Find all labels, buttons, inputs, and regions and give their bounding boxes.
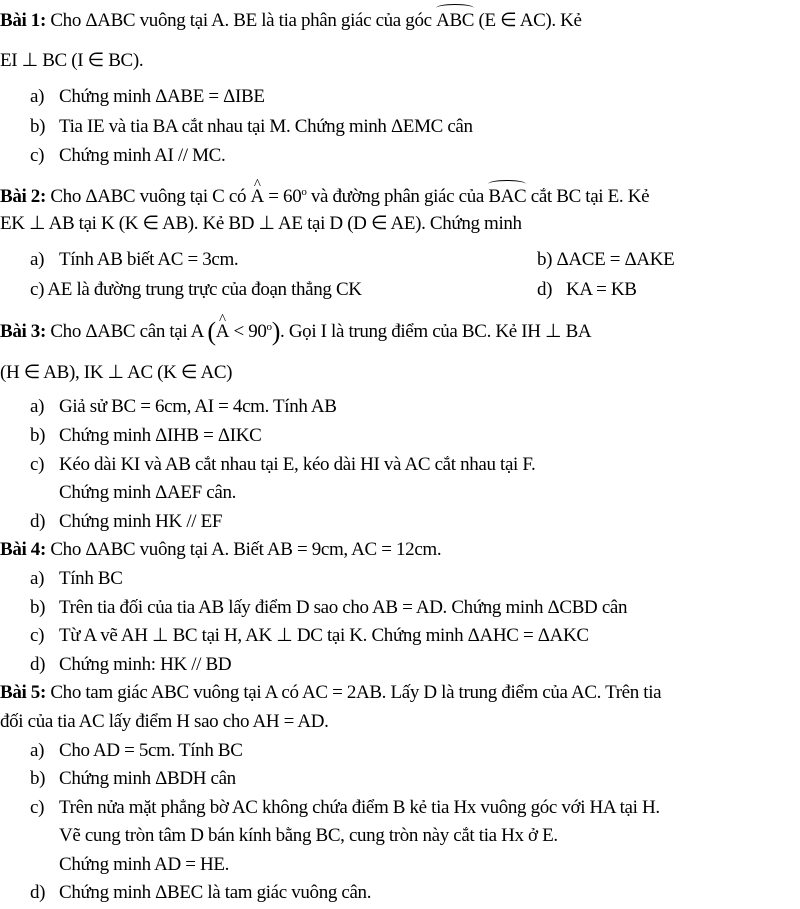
problem-2-text-end: cắt BC tại E. Kẻ bbox=[526, 186, 650, 207]
item-text: Cho AD = 5cm. Tính BC bbox=[59, 740, 243, 761]
item-label: b) bbox=[30, 116, 46, 137]
item-label: c) bbox=[30, 625, 45, 646]
item-text: Tính BC bbox=[59, 568, 123, 589]
angle-condition: < 90 bbox=[229, 321, 267, 342]
problem-3-label: Bài 3: bbox=[0, 321, 46, 342]
item-text: Từ A vẽ AH ⊥ BC tại H, AK ⊥ DC tại K. Chứng minh ΔAHC = ΔAKC bbox=[59, 625, 589, 646]
item-label: a) bbox=[30, 568, 45, 589]
problem-5-statement-line-2: đối của tia AC lấy điểm H sao cho AH = AD. bbox=[0, 711, 329, 732]
problem-5-statement-line-1 bbox=[0, 682, 661, 704]
item-label: d) bbox=[30, 654, 46, 675]
item-text: Chứng minh ΔABE = ΔIBE bbox=[59, 86, 265, 107]
problem-5-label: Bài 5: bbox=[0, 682, 46, 703]
angle-bac: BAC bbox=[488, 186, 527, 207]
item-label: b) bbox=[30, 597, 46, 618]
item-label: c) bbox=[30, 454, 45, 475]
item-text: Chứng minh HK // EF bbox=[59, 511, 223, 532]
problem-4-text: Cho ΔABC vuông tại A. Biết AB = 9cm, AC = 12cm. bbox=[50, 539, 442, 560]
problem-2-statement-line-2: EK ⊥ AB tại K (K ∈ AB). Kẻ BD ⊥ AE tại D (D ∈ AE). Chứng minh bbox=[0, 213, 522, 234]
item-text: ΔACE = ΔAKE bbox=[556, 249, 675, 270]
problem-2-item-d bbox=[537, 279, 637, 301]
item-text: Chứng minh ΔIHB = ΔIKC bbox=[59, 425, 262, 446]
item-label: c) bbox=[30, 145, 45, 166]
angle-abc: ABC bbox=[436, 10, 475, 31]
problem-1-statement-line-2: EI ⊥ BC (I ∈ BC). bbox=[0, 50, 144, 71]
problem-3-item-c-continuation: Chứng minh ΔAEF cân. bbox=[59, 482, 237, 503]
item-text: Tia IE và tia BA cắt nhau tại M. Chứng minh ΔEMC cân bbox=[59, 116, 473, 137]
item-text: Trên tia đối của tia AB lấy điểm D sao cho AB = AD. Chứng minh ΔCBD cân bbox=[59, 597, 628, 618]
item-label: d) bbox=[537, 279, 553, 300]
problem-4-item-c bbox=[30, 625, 589, 647]
problem-5-text: Cho tam giác ABC vuông tại A có AC = 2AB. Lấy D là trung điểm của AC. Trên tia bbox=[50, 682, 662, 703]
problem-5-item-d bbox=[30, 882, 371, 904]
problem-4-item-a bbox=[30, 568, 123, 590]
item-label: a) bbox=[30, 396, 45, 417]
item-text: Chứng minh AI // MC. bbox=[59, 145, 226, 166]
problem-1-label: Bài 1: bbox=[0, 10, 46, 31]
degree-symbol: o bbox=[301, 186, 307, 198]
problem-5-item-c-continuation-1: Vẽ cung tròn tâm D bán kính bằng BC, cung tròn này cắt tia Hx ở E. bbox=[59, 825, 558, 846]
item-text: Tính AB biết AC = 3cm. bbox=[59, 249, 239, 270]
problem-3-statement-line-2: (H ∈ AB), IK ⊥ AC (K ∈ AC) bbox=[0, 362, 233, 383]
problem-1-text-cont: (E ∈ AC). Kẻ bbox=[474, 10, 582, 31]
item-label: b) bbox=[537, 249, 553, 270]
problem-4-item-b bbox=[30, 597, 627, 619]
item-label: a) bbox=[30, 86, 45, 107]
problem-1-text: Cho ΔABC vuông tại A. BE là tia phân giác của góc bbox=[50, 10, 437, 31]
item-label: a) bbox=[30, 249, 45, 270]
problem-3-item-d bbox=[30, 511, 222, 533]
problem-4-statement-line-1 bbox=[0, 539, 441, 561]
problem-4-label: Bài 4: bbox=[0, 539, 46, 560]
open-paren: ( bbox=[207, 317, 216, 346]
problem-2-items-row-2 bbox=[30, 279, 800, 301]
problem-3-text: Cho ΔABC cân tại A bbox=[50, 321, 208, 342]
problem-5-item-c bbox=[30, 797, 660, 819]
problem-3-statement-line-1 bbox=[0, 316, 592, 346]
angle-a: ^ A bbox=[251, 186, 264, 208]
problem-5-item-b bbox=[30, 768, 236, 790]
item-label: d) bbox=[30, 882, 46, 903]
item-text: Chứng minh: HK // BD bbox=[59, 654, 232, 675]
problem-4-item-d bbox=[30, 654, 231, 676]
problem-1-item-c bbox=[30, 145, 225, 167]
angle-a: ^ A bbox=[216, 321, 229, 343]
item-label: d) bbox=[30, 511, 46, 532]
item-label: c) bbox=[30, 279, 45, 300]
item-text: Chứng minh ΔBDH cân bbox=[59, 768, 236, 789]
item-text: Chứng minh ΔBEC là tam giác vuông cân. bbox=[59, 882, 372, 903]
item-label: b) bbox=[30, 768, 46, 789]
close-paren: ) bbox=[271, 317, 281, 346]
problem-2-label: Bài 2: bbox=[0, 186, 46, 207]
problem-1-item-b bbox=[30, 116, 473, 138]
item-text: KA = KB bbox=[566, 279, 637, 300]
problem-2-item-b bbox=[537, 249, 674, 271]
item-label: c) bbox=[30, 797, 45, 818]
problem-3-text-cont: . Gọi I là trung điểm của BC. Kẻ IH ⊥ BA bbox=[280, 321, 592, 342]
problem-3-item-b bbox=[30, 425, 261, 447]
problem-5-item-c-continuation-2: Chứng minh AD = HE. bbox=[59, 854, 230, 875]
problem-2-statement-line-1 bbox=[0, 181, 649, 208]
problem-2-item-c bbox=[30, 279, 362, 300]
item-label: b) bbox=[30, 425, 46, 446]
problem-2-text-cont: và đường phân giác của bbox=[306, 186, 489, 207]
problem-3-item-c bbox=[30, 454, 535, 476]
item-text: Trên nửa mặt phẳng bờ AC không chứa điểm B kẻ tia Hx vuông góc với HA tại H. bbox=[59, 797, 660, 818]
problem-3-item-a bbox=[30, 396, 337, 418]
item-text: Kéo dài KI và AB cắt nhau tại E, kéo dài HI và AC cắt nhau tại F. bbox=[59, 454, 536, 475]
problem-1-statement-line-1 bbox=[0, 10, 582, 32]
problem-2-items-row-1 bbox=[30, 249, 800, 271]
problem-1-item-a bbox=[30, 86, 265, 108]
item-text: AE là đường trung trực của đoạn thẳng CK bbox=[47, 279, 362, 300]
angle-value: = 60 bbox=[263, 186, 302, 207]
problem-2-item-a bbox=[30, 249, 238, 270]
degree-symbol: o bbox=[266, 321, 272, 333]
problem-5-item-a bbox=[30, 740, 243, 762]
problem-2-text: Cho ΔABC vuông tại C có bbox=[50, 186, 251, 207]
item-text: Giả sử BC = 6cm, AI = 4cm. Tính AB bbox=[59, 396, 337, 417]
item-label: a) bbox=[30, 740, 45, 761]
